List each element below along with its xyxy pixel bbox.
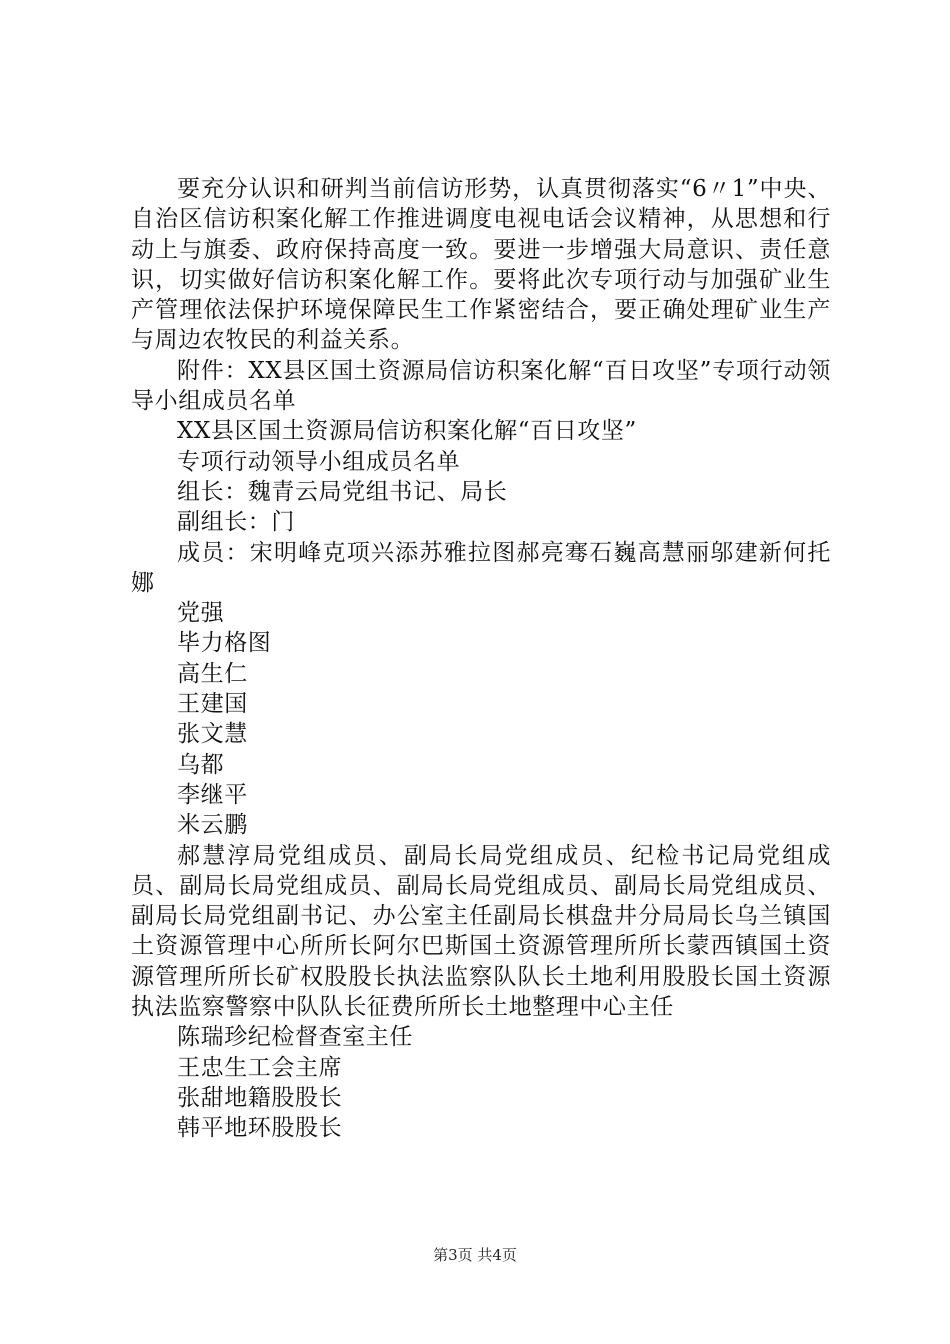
paragraph-intro: 要充分认识和研判当前信访形势，认真贯彻落实“6〃1”中央、自治区信访积案化解工作推进调度电视电话会议精神，从思想和行动上与旗委、政府保持高度一致。要进一步增强大局意识、责任意识，切实做好信访积案化解工作。要将此次专项行动与加强矿业生产管理依法保护环境保障民生工作紧密结合，要正确处理矿业生产与周边农牧民的利益关系。 [131,176,831,354]
member-name: 王建国 [177,691,248,718]
member-name: 乌都 [177,751,225,778]
positions-paragraph: 郝慧淳局党组成员、副局长局党组成员、纪检书记局党组成员、副局长局党组成员、副局长局党组成员、副局长局党组成员、副局长局党组副书记、办公室主任副局长棋盘井分局局长乌兰镇国土资源管理中心所所长阿尔巴斯国土资源管理所所长蒙西镇国土资源管理所所长矿权股股长执法监察队队长土地利用股股长国土资源执法监察警察中队队长征费所所长土地整理中心主任 [131,842,831,1021]
member-name: 党强 [177,600,225,627]
deputy-leader: 副组长：门 [177,509,295,536]
document-body [131,174,831,1144]
page-number-footer: 第3页 共4页 [433,1246,517,1264]
member-name: 米云鹏 [177,812,248,839]
member-name: 高生仁 [177,660,248,687]
closing-line: 韩平地环股股长 [177,1115,343,1142]
member-name: 李继平 [177,781,248,808]
list-title-line-2: 专项行动领导小组成员名单 [177,448,461,475]
closing-line: 王忠生工会主席 [177,1054,343,1081]
member-name: 毕力格图 [177,630,272,657]
closing-line: 陈瑞珍纪检督查室主任 [177,1024,413,1051]
closing-line: 张甜地籍股股长 [177,1084,343,1111]
list-title-line-1: XX县区国土资源局信访积案化解“百日攻坚” [177,418,637,445]
paragraph-attachment: 附件：XX县区国土资源局信访积案化解“百日攻坚”专项行动领导小组成员名单 [131,357,831,415]
group-leader: 组长：魏青云局党组书记、局长 [177,478,508,505]
member-name: 张文慧 [177,721,248,748]
members-paragraph: 成员：宋明峰克项兴添苏雅拉图郝亮骞石巍高慧丽邬建新何托娜 [131,539,831,596]
